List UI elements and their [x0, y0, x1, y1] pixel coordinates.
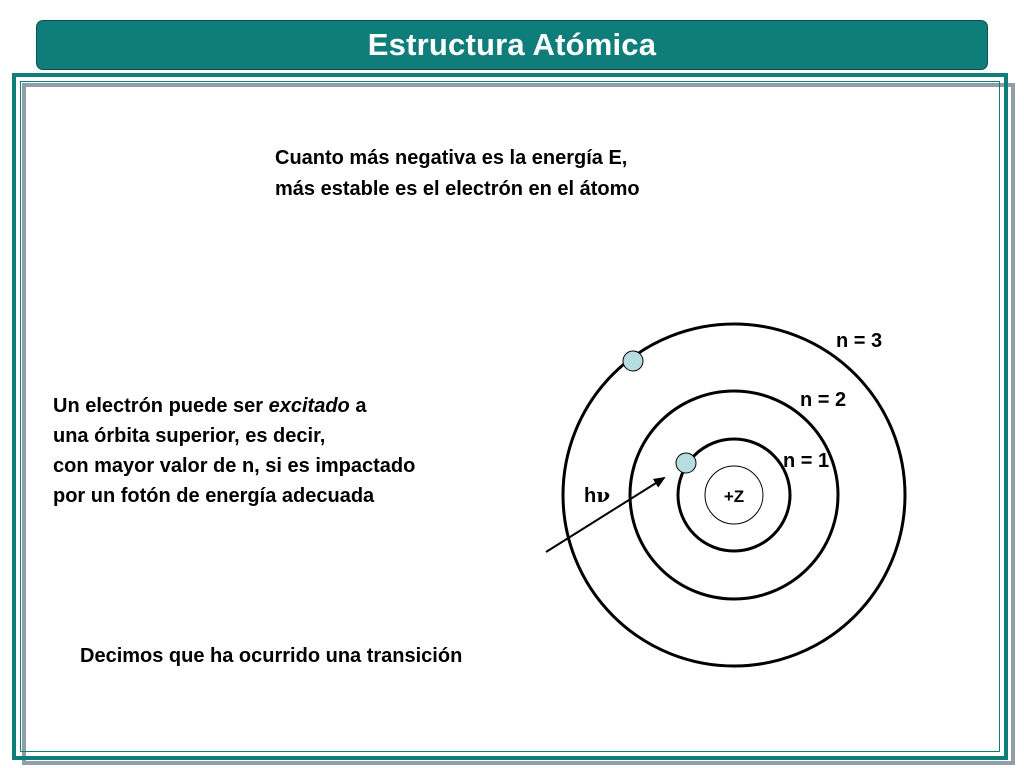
explanation-line-4: por un fotón de energía adecuada — [53, 485, 375, 507]
electron-inner-orbit — [676, 453, 696, 473]
photon-energy-label — [584, 483, 610, 507]
explanation-line-3: con mayor valor de n, si es impactado — [53, 455, 416, 477]
nucleus-label: +Z — [723, 487, 745, 506]
explanation-line-1-start: Un electrón puede ser — [53, 395, 269, 417]
orbit-n3-label: n = 3 — [836, 330, 883, 352]
orbit-n2-label: n = 2 — [800, 389, 847, 411]
slide-title: Estructura Atómica — [367, 27, 657, 62]
electron-outer-orbit — [623, 351, 643, 371]
energy-statement-line-1: Cuanto más negativa es la energía E, — [275, 147, 628, 169]
frequency-nu: ν — [596, 483, 611, 507]
explanation-line-1-end: a — [349, 395, 367, 417]
planck-h: h — [584, 485, 597, 507]
excitado-emphasis: excitado — [268, 395, 350, 417]
explanation-line-2: una órbita superior, es decir, — [53, 425, 326, 447]
transition-conclusion-text: Decimos que ha ocurrido una transición — [80, 645, 463, 667]
energy-statement-line-2: más estable es el electrón en el átomo — [275, 178, 640, 200]
orbit-n1-label: n = 1 — [783, 450, 830, 472]
